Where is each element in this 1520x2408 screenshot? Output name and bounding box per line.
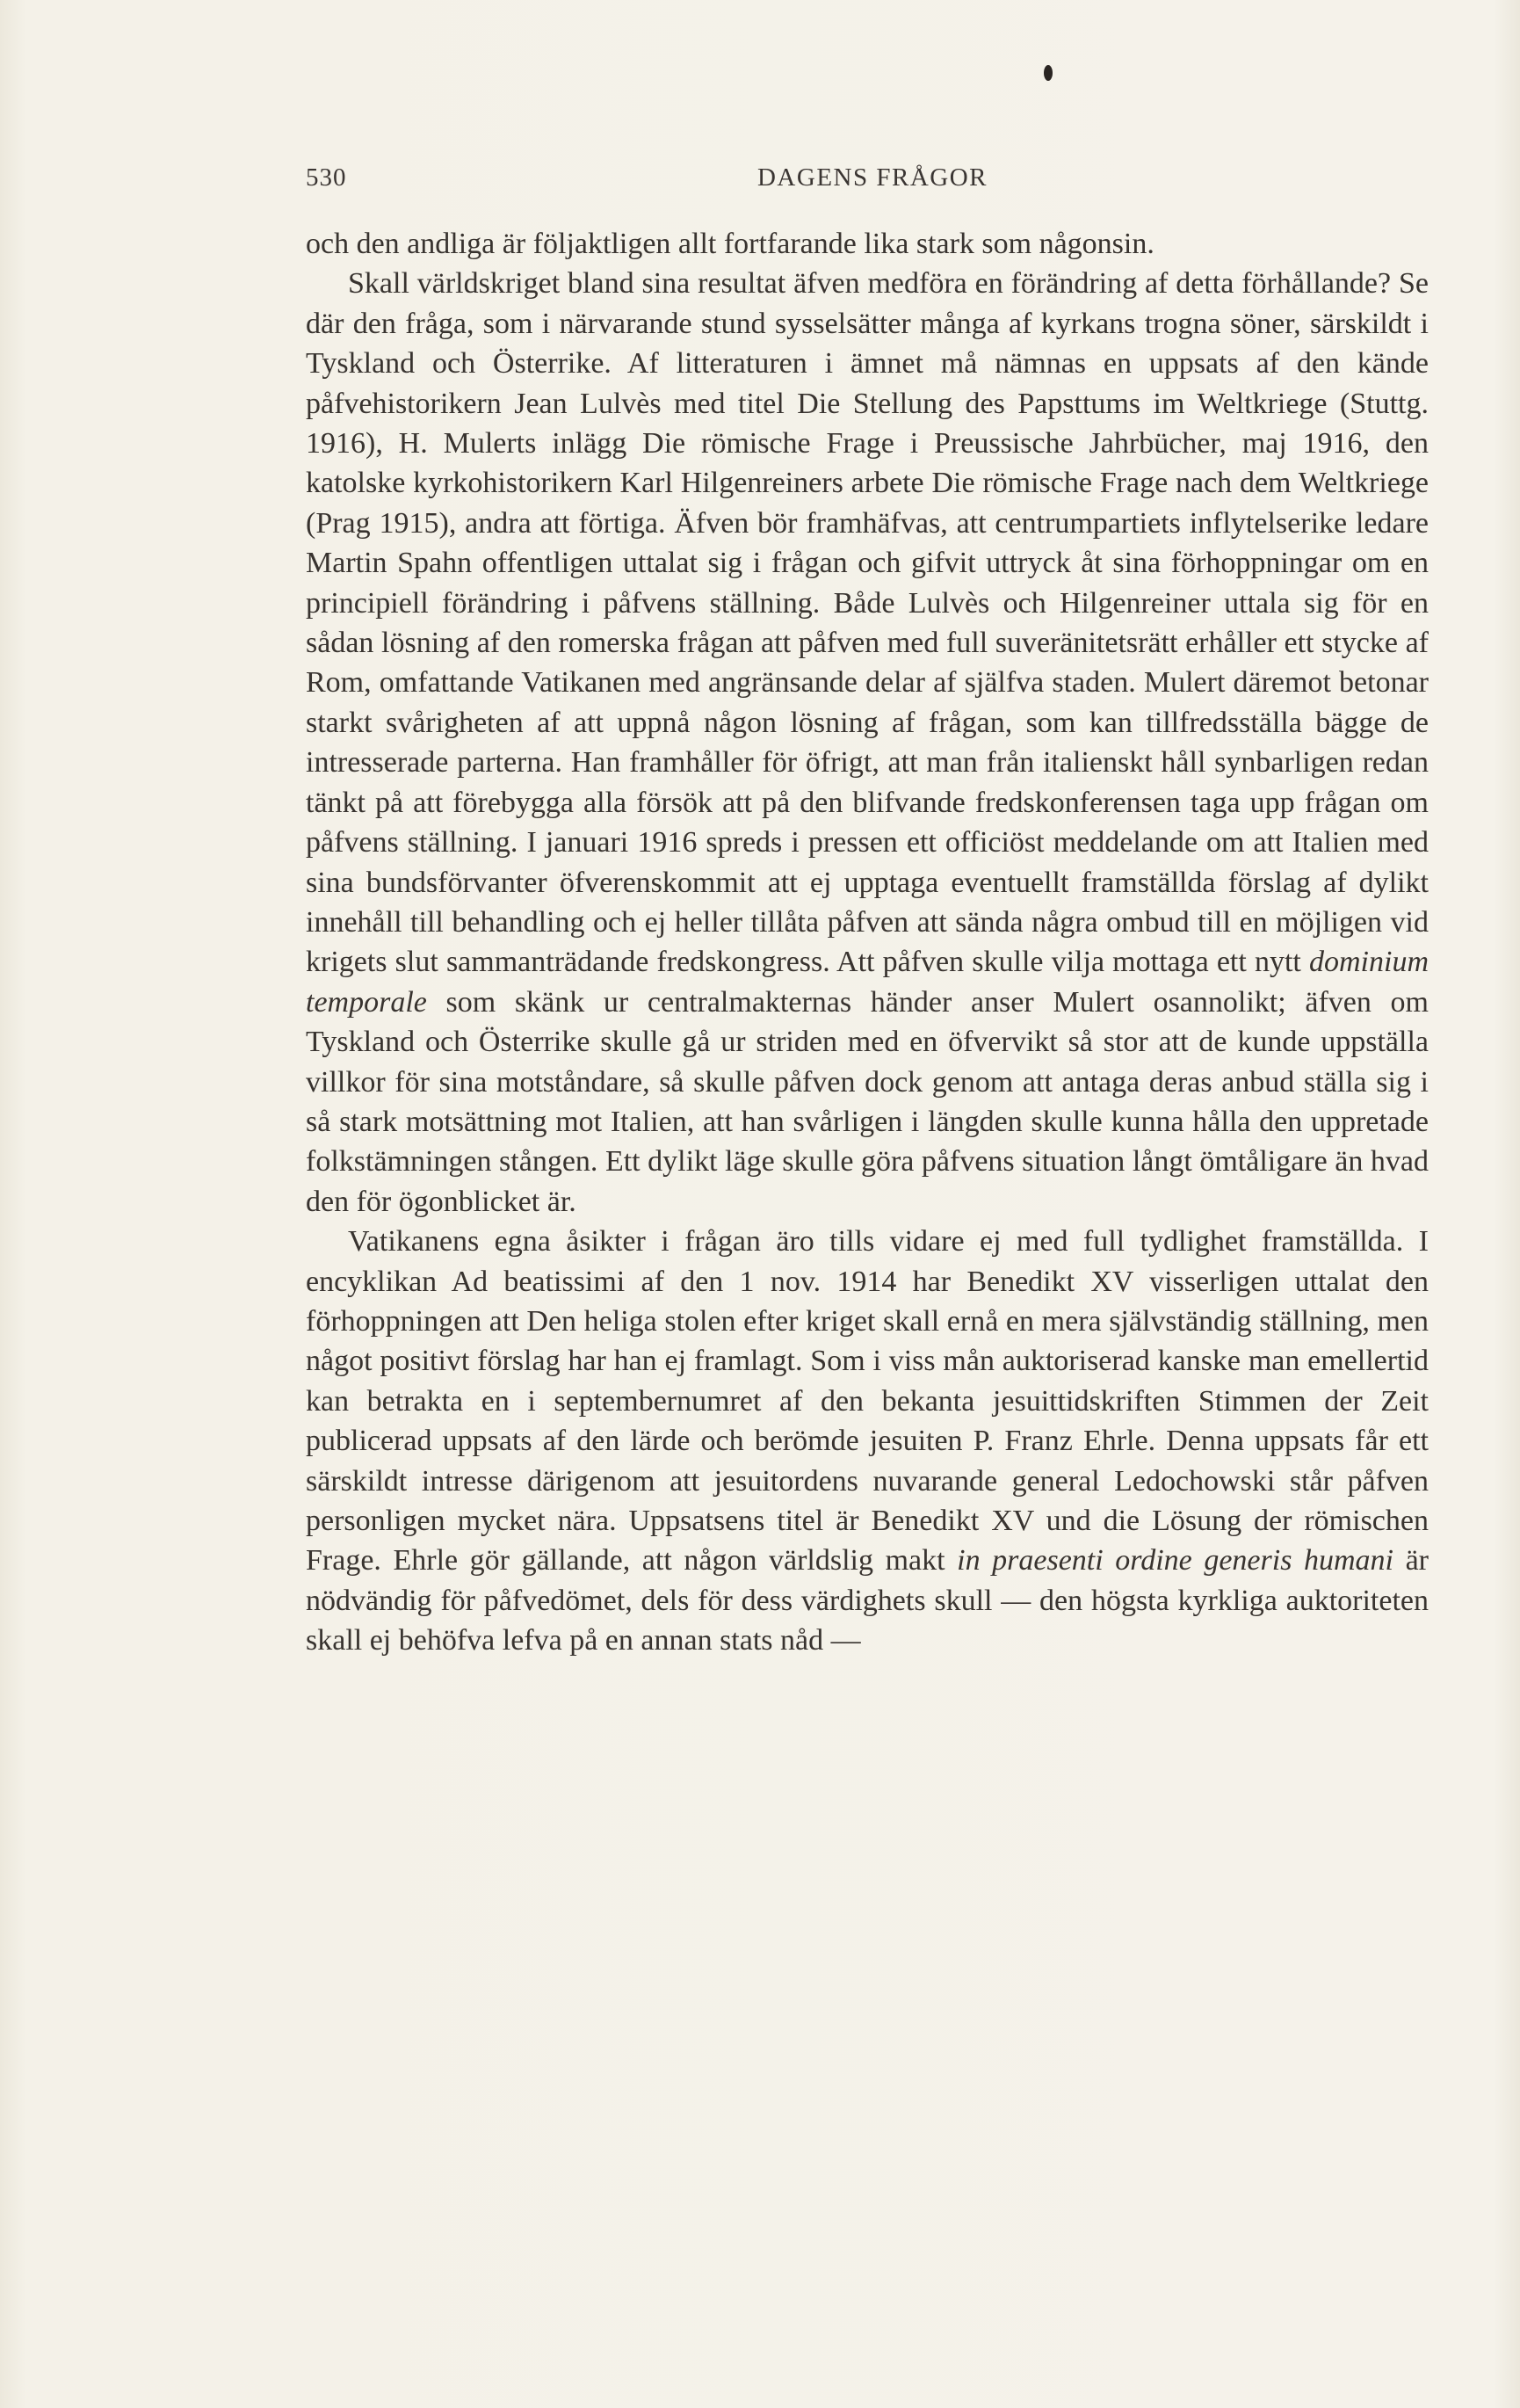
paragraph xyxy=(306,224,1429,264)
text-segment: och den andliga är följaktligen allt fortfarande lika stark som någonsin. xyxy=(306,228,1154,260)
running-title: DAGENS FRÅGOR xyxy=(756,163,988,192)
paragraph xyxy=(306,1222,1429,1660)
italic-term: dominium temporale xyxy=(306,946,1429,1019)
page-number: 530 xyxy=(306,163,347,192)
body-text xyxy=(306,224,1429,1661)
running-header xyxy=(306,163,1439,204)
paragraph xyxy=(306,264,1429,1222)
italic-term: in praesenti ordine generis humani xyxy=(957,1544,1394,1578)
text-segment: Skall världskriget bland sina resultat äfven medföra en förändring af detta förhållande? Se där den fråga, som i närvarande stund sysselsätter många af kyrkans trogna söner, särskildt i Tyskland och Österrike. Af litteraturen i ämnet må nämnas en uppsats af den kände påfvehistorikern Jean Lulvès med titel Die Stellung des Papsttums im Weltkriege (Stuttg. 1916), H. Mulerts inlägg Die römische Frage i Preussische Jahrbücher, maj 1916, den katolske kyrkohistorikern Karl Hilgenreiners arbete Die römische Frage nach dem Weltkriege (Prag 1915), andra att förtiga. Äfven bör framhäfvas, att centrumpartiets inflytelserike ledare Martin Spahn offentligen uttalat sig i frågan och gifvit uttryck åt sina förhoppningar om en principiell förändring i påfvens ställning. Både Lulvès och Hilgenreiner uttala sig för en sådan lösning af den romerska frågan att påfven med full suveränitetsrätt erhåller ett stycke af Rom, omfattande Vatikanen med angränsande delar af själfva staden. Mulert däremot betonar starkt svårigheten af att uppnå någon lösning af frågan, som kan tillfredsställa bägge de intresserade parterna. Han framhåller för öfrigt, att man från italienskt håll synbarligen redan tänkt på att förebygga alla försök att på den blifvande fredskonferensen taga upp frågan om påfvens ställning. I januari 1916 spreds i pressen ett officiöst meddelande om att Italien med sina bundsförvanter öfverenskommit att ej upptaga eventuellt framställda förslag af dylikt innehåll till behandling och ej heller tillåta påfven att sända några ombud till en möjligen vid krigets slut sammanträdande fredskongress. Att påfven skulle vilja mottaga ett nytt xyxy=(306,267,1429,979)
text-segment: är nödvändig för påfvedömet, dels för dess värdighets skull — den högsta kyrkliga auktoriteten skall ej behöfva lefva på en annan stats nåd — xyxy=(306,1544,1429,1657)
text-segment: som skänk ur centralmakternas händer anser Mulert osannolikt; äfven om Tyskland och Österrike skulle gå ur striden med en öfvervikt så stor att de kunde uppställa villkor för sina motståndare, så skulle påfven dock genom att antaga deras anbud ställa sig i så stark motsättning mot Italien, att han svårligen i längden skulle kunna hålla den uppretade folkstämningen stången. Ett dylikt läge skulle göra påfvens situation långt ömtåligare än hvad den för ögonblicket är. xyxy=(306,985,1429,1218)
ink-dot-mark xyxy=(1044,65,1053,81)
text-segment: Vatikanens egna åsikter i frågan äro tills vidare ej med full tydlighet framställda. I encyklikan Ad beatissimi af den 1 nov. 1914 har Benedikt XV visserligen uttalat den förhoppningen att Den heliga stolen efter kriget skall ernå en mera självständig ställning, men något positivt förslag har han ej framlagt. Som i viss mån auktoriserad kanske man emellertid kan betrakta en i septembernumret af den bekanta jesuittidskriften Stimmen der Zeit publicerad uppsats af den lärde och berömde jesuiten P. Franz Ehrle. Denna uppsats får ett särskildt intresse därigenom att jesuitordens nuvarande general Ledochowski står påfven personligen mycket nära. Uppsatsens titel är Benedikt XV und die Lösung der römischen Frage. Ehrle gör gällande, att någon världslig makt xyxy=(306,1225,1429,1578)
